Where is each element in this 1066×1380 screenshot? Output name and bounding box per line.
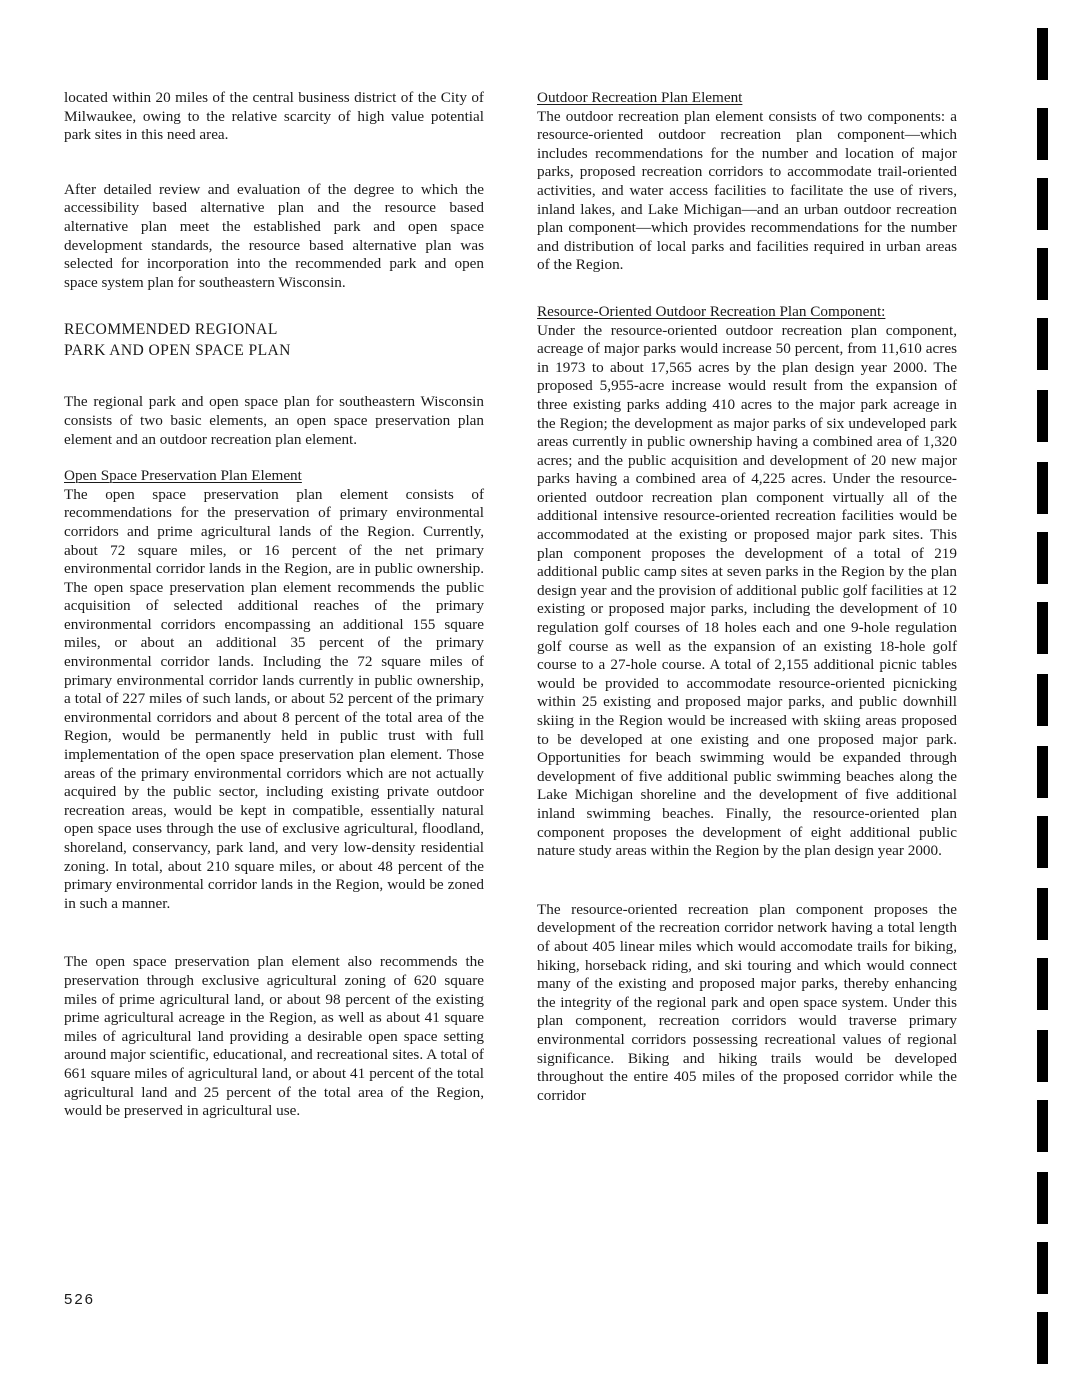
edge-mark: [1037, 1242, 1048, 1294]
edge-mark: [1037, 746, 1048, 798]
edge-mark: [1037, 1030, 1048, 1082]
subheading-open-space-wrapper: [64, 467, 484, 486]
subheading-outdoor-recreation: Outdoor Recreation Plan Element: [537, 89, 743, 106]
page-number: 526: [64, 1291, 96, 1308]
right-column: [537, 89, 957, 1105]
edge-mark: [1037, 462, 1048, 514]
paragraph-outdoor-recreation-components: The outdoor recreation plan element consists of two components: a resource-oriented outdoor recreation plan component—which includes recommendations for the number and location of major parks, proposed recreation corridors to accommodate trail-oriented activities, and water access facilities to facilitate the use of rivers, inland lakes, and Lake Michigan—and an urban outdoor recreation plan component—which provides recommendations for the number and distribution of local parks and facilities required in urban areas of the Region.: [537, 107, 957, 274]
edge-mark: [1037, 318, 1048, 370]
edge-mark: [1037, 816, 1048, 868]
edge-mark: [1037, 532, 1048, 584]
subheading-resource-oriented-wrapper: [537, 303, 957, 322]
edge-mark: [1037, 602, 1048, 654]
edge-mark: [1037, 390, 1048, 442]
edge-mark: [1037, 108, 1048, 160]
edge-mark: [1037, 28, 1048, 80]
paragraph-recreation-corridor: The resource-oriented recreation plan component proposes the development of the recreation corridor network having a total length of about 405 linear miles which would accomodate trails for biking, hiking, horseback riding, and ski touring and which would connect many of the existing and proposed major parks, thereby enhancing the integrity of the regional park and open space system. Under this plan component, recreation corridors would traverse primary environmental corridors possessing recreational values of regional significance. Biking and hiking trails would be developed throughout the entire 405 miles of the proposed corridor while the corridor: [537, 900, 957, 1104]
paragraph-agricultural-preservation: The open space preservation plan element also recommends the preservation through exclusive agricultural zoning of 620 square miles of prime agricultural land, or about 98 percent of the existing prime agricultural acreage in the Region, as well as about 41 square miles of agricultural land providing a desirable open space setting around major scientific, educational, and recreational sites. A total of 661 square miles of agricultural land, or about 41 percent of the total agricultural land and 25 percent of the total area of the Region, would be preserved in agricultural use.: [64, 953, 484, 1120]
section-heading-line-1: RECOMMENDED REGIONAL: [64, 321, 278, 339]
edge-mark: [1037, 1312, 1048, 1364]
paragraph-milwaukee-scarcity: located within 20 miles of the central business district of the City of Milwaukee, owing to the relative scarcity of high value potential park sites in this need area.: [64, 89, 484, 144]
scan-edge-marks: [1035, 0, 1055, 1380]
section-heading-line-2: PARK AND OPEN SPACE PLAN: [64, 342, 291, 360]
subheading-open-space-preservation: Open Space Preservation Plan Element: [64, 467, 302, 485]
paragraph-plan-elements: The regional park and open space plan for southeastern Wisconsin consists of two basic elements, an open space preservation plan element and an outdoor recreation plan element.: [64, 393, 484, 448]
paragraph-alternative-selection: After detailed review and evaluation of the degree to which the accessibility based alternative plan and the resource based alternative plan meet the established park and open space development standards, the resource based alternative plan was selected for incorporation into the recommended park and open space system plan for southeastern Wisconsin.: [64, 180, 484, 291]
left-column: [64, 89, 484, 1121]
edge-mark: [1037, 248, 1048, 300]
edge-mark: [1037, 1100, 1048, 1152]
paragraph-open-space-preservation: The open space preservation plan element consists of recommendations for the preservation of primary environmental corridors and prime agricultural lands of the Region. Currently, about 72 square miles, or 16 percent of the net primary environmental corridor lands in the Region, are in public ownership. The open space preservation plan element recommends the public acquisition of selected additional reaches of the primary environmental corridors encompassing an additional 155 square miles, or about an additional 35 percent of the primary environmental corridor lands. Including the 72 square miles of primary environmental corridor lands currently in public ownership, a total of 227 miles of such lands, or about 52 percent of the primary environmental corridors and about 8 percent of the total area of the Region, would be permanently held in public trust with full implementation of the open space preservation plan element. Those areas of the primary environmental corridors which are not actually acquired by the public sector, including existing private outdoor recreation areas, would be kept in compatible, essentially natural open space uses through the use of exclusive agricultural, floodland, shoreland, conservancy, park land, and very low-density residential zoning. In total, about 210 square miles, or about 48 percent of the primary environmental corridor lands in the Region, would be zoned in such a manner.: [64, 485, 484, 912]
edge-mark: [1037, 888, 1048, 940]
section-heading: [64, 319, 484, 361]
edge-mark: [1037, 178, 1048, 230]
edge-mark: [1037, 674, 1048, 726]
edge-mark: [1037, 1172, 1048, 1224]
subheading-outdoor-recreation-wrapper: [537, 89, 957, 108]
paragraph-major-parks: Under the resource-oriented outdoor recreation plan component, acreage of major parks would increase 50 percent, from 11,610 acres in 1973 to about 17,565 acres by the plan design year 2000. The proposed 5,955-acre increase would result from the expansion of three existing parks adding 410 acres to the major park acreage in the Region; the development as major parks of six undeveloped park areas currently in public ownership having a combined area of 1,320 acres; and the public acquisition and development of 20 new major parks having a combined area of 4,225 acres. Under the resource-oriented outdoor recreation plan component virtually all of the additional intensive resource-oriented recreation facilities would be accommodated at the existing or proposed major park sites. This plan component proposes the development of a total of 219 additional public camp sites at seven parks in the Region by the plan design year and the provision of additional public golf facilities at 12 existing or proposed major parks, including the development of 10 regulation golf courses of 18 holes each and one 9-hole regulation golf course as well as the expansion of an existing 18-hole golf course to a 27-hole course. A total of 2,155 additional picnic tables would be provided to accommodate resource-oriented picnicking within 25 existing and proposed major parks, and public downhill skiing in the Region would be increased with skiing areas proposed to be developed at one existing and one proposed major park. Opportunities for beach swimming would be expanded through development of five additional public swimming beaches along the Lake Michigan shoreline and the development of five additional inland swimming beaches. Finally, the resource-oriented plan component proposes the development of eight additional public nature study areas within the Region by the plan design year 2000.: [537, 321, 957, 860]
edge-mark: [1037, 958, 1048, 1010]
subheading-resource-oriented-component: Resource-Oriented Outdoor Recreation Plan Component:: [537, 302, 886, 320]
